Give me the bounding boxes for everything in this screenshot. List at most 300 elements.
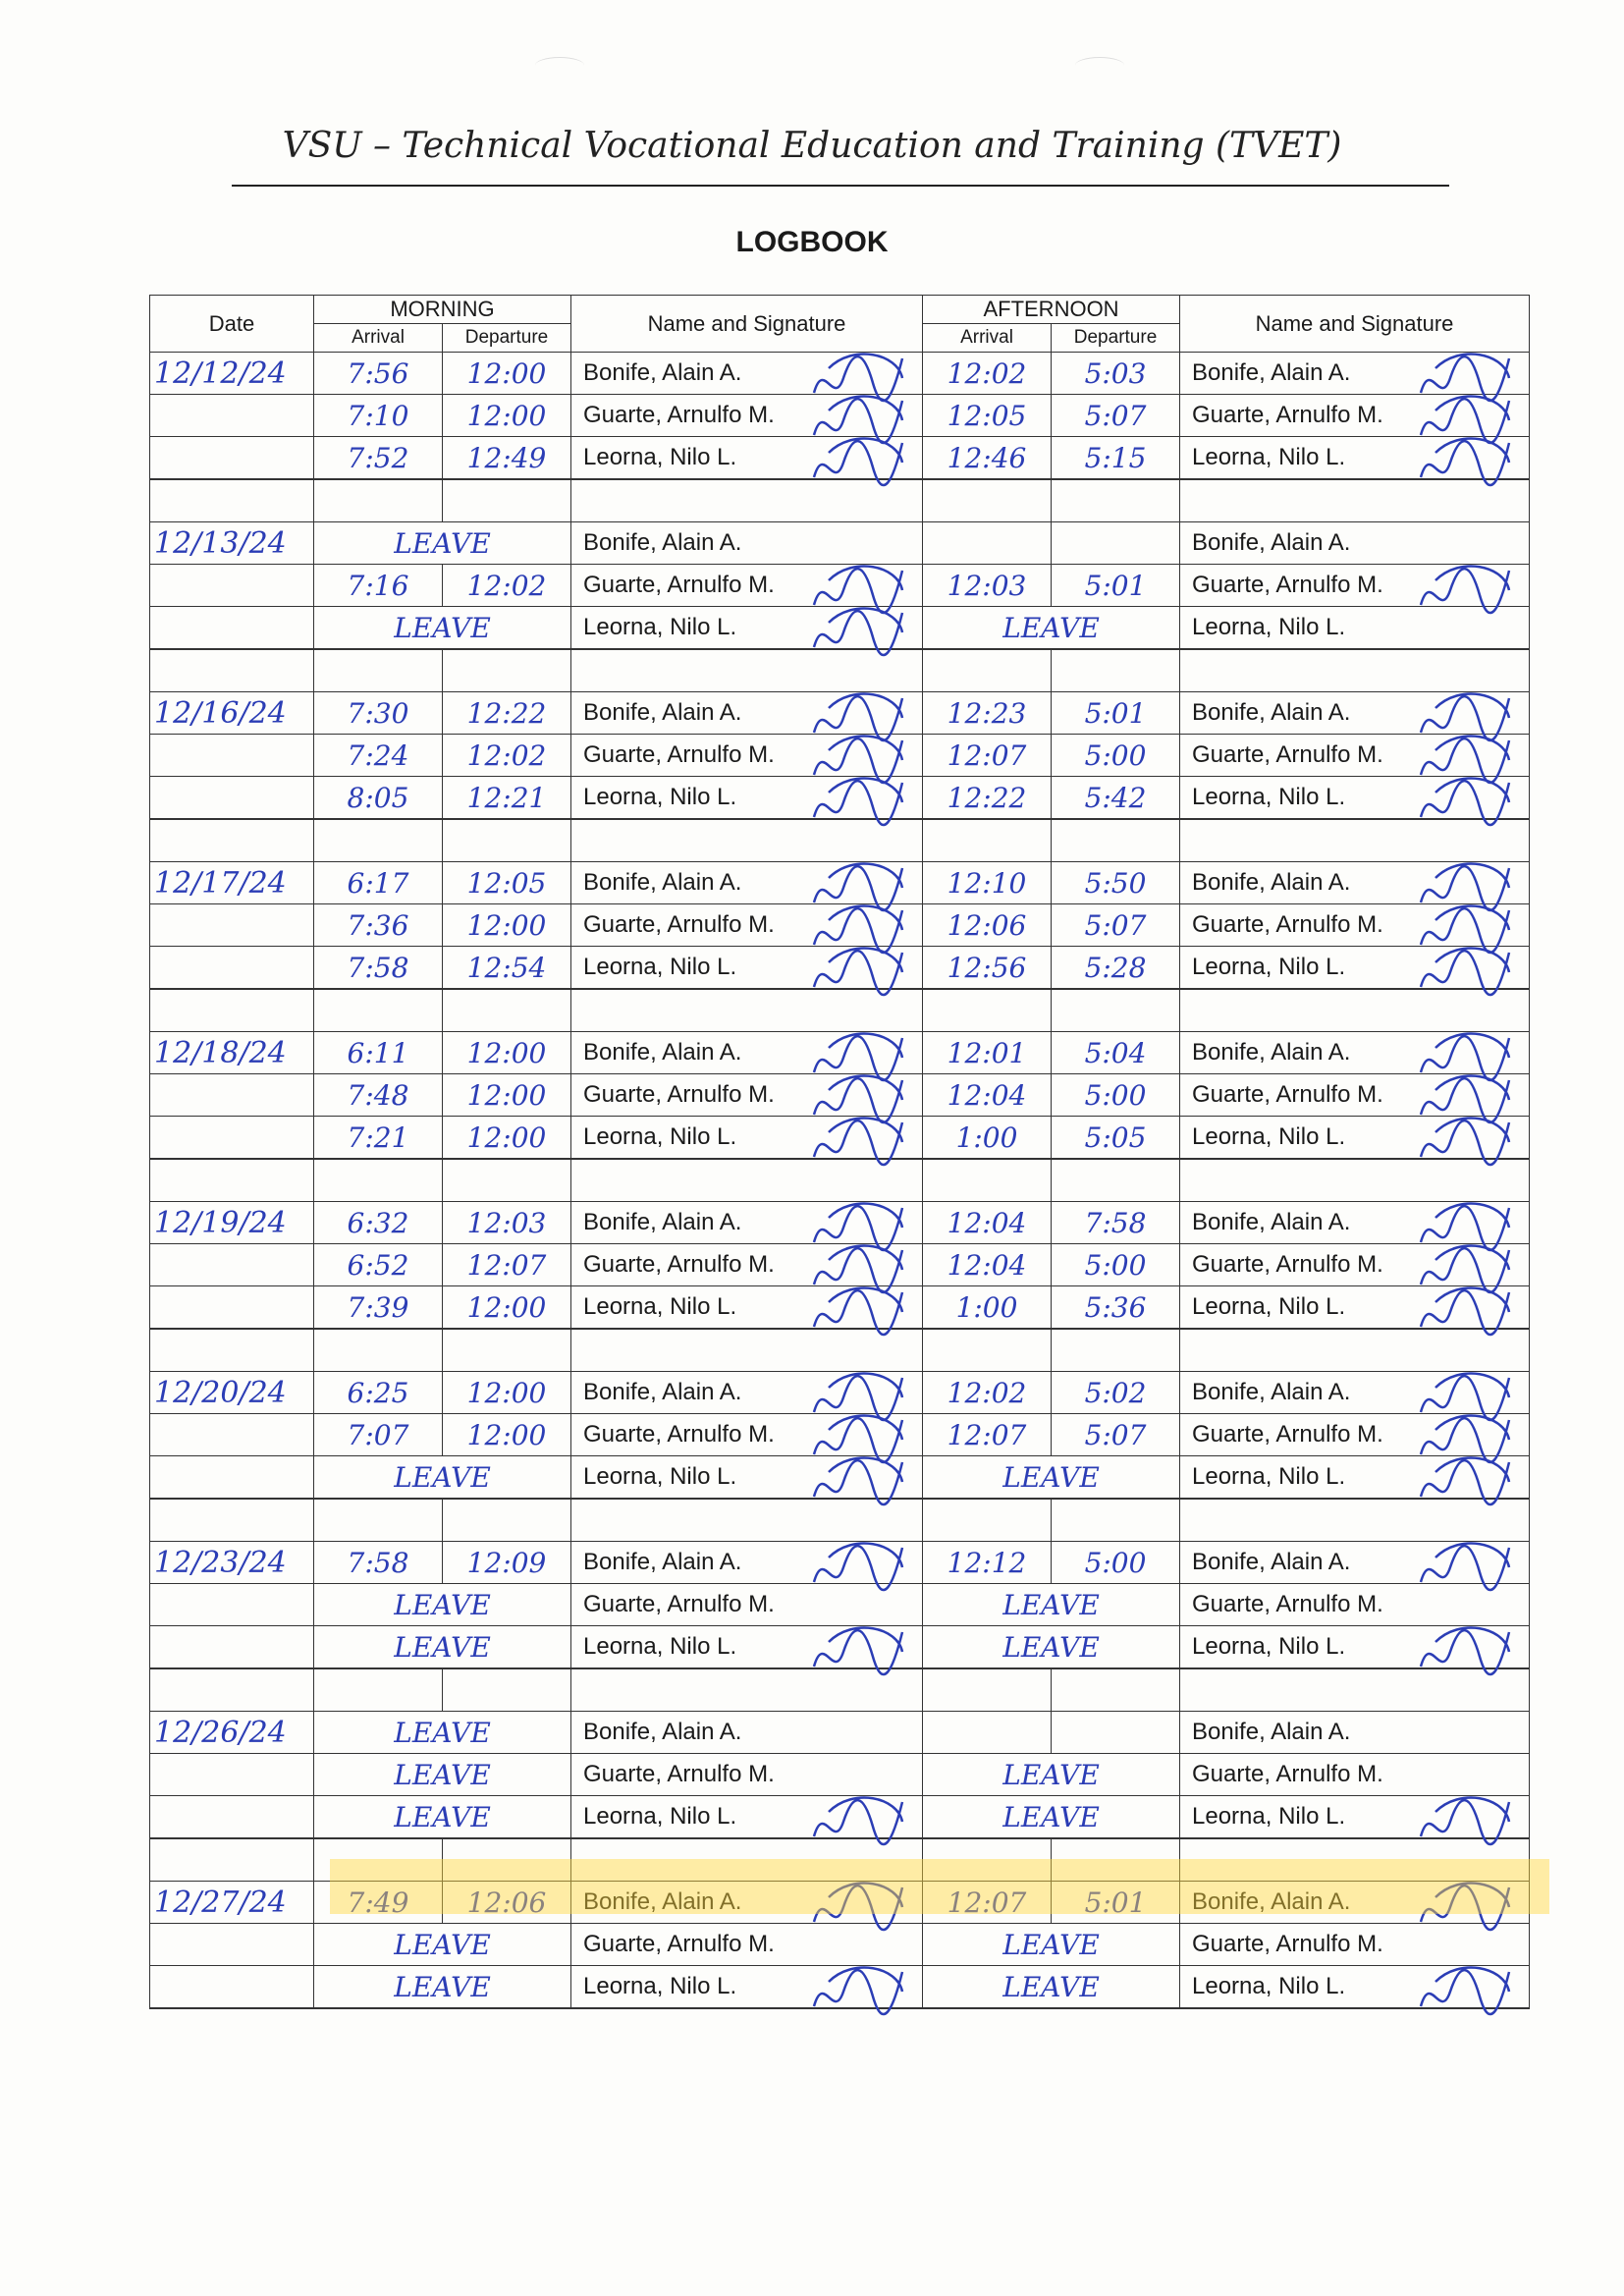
employee-name: Leorna, Nilo L. [1192, 1633, 1346, 1660]
empty-cell [923, 1159, 1052, 1202]
table-row [150, 437, 1530, 480]
am-departure-time: 12:00 [443, 353, 571, 395]
table-row [150, 735, 1530, 777]
empty-cell [923, 649, 1052, 692]
employee-name: Guarte, Arnulfo M. [1192, 1931, 1383, 1957]
am-departure-time: 12:02 [443, 735, 571, 777]
empty-cell [314, 649, 443, 692]
am-departure-time: 12:21 [443, 777, 571, 820]
empty-cell [1180, 1329, 1530, 1372]
date-cell: 12/19/24 [150, 1202, 314, 1244]
spacer-row [150, 1668, 1530, 1712]
pm-departure-time: 5:01 [1052, 692, 1180, 735]
empty-cell [923, 1668, 1052, 1712]
name-am [571, 1117, 923, 1160]
pm-arrival-time: 12:05 [923, 395, 1052, 437]
employee-name: Leorna, Nilo L. [583, 444, 737, 470]
date-cell: 12/12/24 [150, 353, 314, 395]
punch-hole [535, 57, 584, 74]
empty-cell [923, 1838, 1052, 1882]
date-cell: 12/23/24 [150, 1542, 314, 1584]
pm-leave-mark: LEAVE [923, 1754, 1180, 1796]
am-arrival-time: 7:56 [314, 353, 443, 395]
pm-arrival-time [923, 522, 1052, 565]
am-leave-mark: LEAVE [314, 607, 571, 650]
table-row [150, 862, 1530, 904]
table-row [150, 904, 1530, 947]
pm-arrival-time: 12:46 [923, 437, 1052, 480]
header-date: Date [150, 296, 314, 353]
name-pm [1180, 1244, 1530, 1286]
pm-leave-mark: LEAVE [923, 1966, 1180, 2009]
pm-departure-time: 5:36 [1052, 1286, 1180, 1330]
am-departure-time: 12:54 [443, 947, 571, 990]
name-pm [1180, 862, 1530, 904]
empty-cell [923, 819, 1052, 862]
employee-name: Guarte, Arnulfo M. [583, 572, 775, 598]
empty-cell [571, 1668, 923, 1712]
spacer-row [150, 1329, 1530, 1372]
pm-arrival-time: 1:00 [923, 1286, 1052, 1330]
am-departure-time: 12:07 [443, 1244, 571, 1286]
name-pm [1180, 1414, 1530, 1456]
empty-cell [1180, 989, 1530, 1032]
pm-leave-mark: LEAVE [923, 607, 1180, 650]
employee-name: Bonife, Alain A. [1192, 529, 1351, 556]
date-cell: 12/20/24 [150, 1372, 314, 1414]
empty-cell [443, 649, 571, 692]
am-arrival-time: 7:52 [314, 437, 443, 480]
empty-cell [923, 989, 1052, 1032]
employee-name: Bonife, Alain A. [1192, 359, 1351, 386]
date-cell-empty [150, 1754, 314, 1796]
name-pm [1180, 1924, 1530, 1966]
employee-name: Leorna, Nilo L. [583, 954, 737, 980]
am-leave-mark: LEAVE [314, 1754, 571, 1796]
am-departure-time: 12:00 [443, 904, 571, 947]
spacer-row [150, 1159, 1530, 1202]
header-pm-departure: Departure [1052, 324, 1180, 353]
employee-name: Leorna, Nilo L. [583, 1123, 737, 1150]
pm-leave-mark: LEAVE [923, 1456, 1180, 1500]
empty-cell [443, 1838, 571, 1882]
pm-arrival-time: 12:04 [923, 1074, 1052, 1117]
empty-cell [150, 1838, 314, 1882]
am-leave-mark: LEAVE [314, 1966, 571, 2009]
pm-arrival-time: 1:00 [923, 1117, 1052, 1160]
name-pm [1180, 1117, 1530, 1160]
name-pm [1180, 904, 1530, 947]
pm-arrival-time: 12:04 [923, 1202, 1052, 1244]
pm-arrival-time: 12:07 [923, 1414, 1052, 1456]
employee-name: Guarte, Arnulfo M. [583, 402, 775, 428]
am-arrival-time: 6:11 [314, 1032, 443, 1074]
pm-arrival-time: 12:02 [923, 1372, 1052, 1414]
am-arrival-time: 7:21 [314, 1117, 443, 1160]
empty-cell [1052, 479, 1180, 522]
am-arrival-time: 7:48 [314, 1074, 443, 1117]
empty-cell [314, 479, 443, 522]
empty-cell [314, 1159, 443, 1202]
table-row [150, 565, 1530, 607]
table-row [150, 522, 1530, 565]
name-pm [1180, 1372, 1530, 1414]
empty-cell [1052, 989, 1180, 1032]
table-row [150, 1372, 1530, 1414]
name-am [571, 1074, 923, 1117]
am-arrival-time: 6:52 [314, 1244, 443, 1286]
empty-cell [443, 1668, 571, 1712]
table-row [150, 692, 1530, 735]
employee-name: Leorna, Nilo L. [1192, 784, 1346, 810]
pm-departure-time: 5:03 [1052, 353, 1180, 395]
employee-name: Guarte, Arnulfo M. [583, 911, 775, 938]
employee-name: Leorna, Nilo L. [583, 1803, 737, 1830]
name-pm [1180, 1712, 1530, 1754]
pm-departure-time: 5:05 [1052, 1117, 1180, 1160]
am-leave-mark: LEAVE [314, 1712, 571, 1754]
date-cell: 12/18/24 [150, 1032, 314, 1074]
name-am [571, 1626, 923, 1669]
employee-name: Bonife, Alain A. [1192, 1719, 1351, 1745]
empty-cell [1052, 1668, 1180, 1712]
am-departure-time: 12:02 [443, 565, 571, 607]
empty-cell [443, 479, 571, 522]
empty-cell [1052, 1159, 1180, 1202]
name-pm [1180, 777, 1530, 820]
name-pm [1180, 607, 1530, 650]
employee-name: Bonife, Alain A. [583, 1888, 742, 1915]
employee-name: Guarte, Arnulfo M. [583, 1591, 775, 1617]
am-departure-time: 12:09 [443, 1542, 571, 1584]
employee-name: Guarte, Arnulfo M. [583, 1761, 775, 1787]
name-pm [1180, 437, 1530, 480]
table-row [150, 607, 1530, 650]
employee-name: Guarte, Arnulfo M. [1192, 1251, 1383, 1278]
pm-arrival-time: 12:10 [923, 862, 1052, 904]
table-row [150, 1032, 1530, 1074]
pm-departure-time: 5:00 [1052, 1244, 1180, 1286]
pm-arrival-time: 12:01 [923, 1032, 1052, 1074]
employee-name: Guarte, Arnulfo M. [583, 1421, 775, 1448]
empty-cell [314, 989, 443, 1032]
empty-cell [1052, 819, 1180, 862]
am-leave-mark: LEAVE [314, 1584, 571, 1626]
employee-name: Leorna, Nilo L. [583, 614, 737, 640]
name-am [571, 1286, 923, 1330]
name-am [571, 692, 923, 735]
name-am [571, 1754, 923, 1796]
am-leave-mark: LEAVE [314, 1796, 571, 1839]
am-arrival-time: 7:39 [314, 1286, 443, 1330]
name-am [571, 437, 923, 480]
empty-cell [923, 1499, 1052, 1542]
empty-cell [150, 1329, 314, 1372]
employee-name: Leorna, Nilo L. [1192, 1123, 1346, 1150]
pm-arrival-time: 12:06 [923, 904, 1052, 947]
empty-cell [314, 1838, 443, 1882]
empty-cell [443, 1329, 571, 1372]
am-arrival-time: 7:24 [314, 735, 443, 777]
am-departure-time: 12:00 [443, 395, 571, 437]
date-cell: 12/13/24 [150, 522, 314, 565]
empty-cell [1052, 649, 1180, 692]
empty-cell [443, 1159, 571, 1202]
pm-departure-time: 5:00 [1052, 1074, 1180, 1117]
pm-departure-time: 5:07 [1052, 395, 1180, 437]
pm-departure-time [1052, 1712, 1180, 1754]
date-cell-empty [150, 1796, 314, 1839]
am-departure-time: 12:49 [443, 437, 571, 480]
employee-name: Guarte, Arnulfo M. [1192, 1761, 1383, 1787]
name-pm [1180, 1286, 1530, 1330]
date-cell-empty [150, 1074, 314, 1117]
name-am [571, 1372, 923, 1414]
punch-hole [1075, 57, 1124, 74]
spacer-row [150, 649, 1530, 692]
date-cell-empty [150, 437, 314, 480]
empty-cell [150, 989, 314, 1032]
am-arrival-time: 7:16 [314, 565, 443, 607]
date-cell-empty [150, 1966, 314, 2009]
table-row [150, 1202, 1530, 1244]
name-pm [1180, 1456, 1530, 1500]
empty-cell [1180, 479, 1530, 522]
employee-name: Leorna, Nilo L. [1192, 1803, 1346, 1830]
name-am [571, 1244, 923, 1286]
am-arrival-time: 7:07 [314, 1414, 443, 1456]
empty-cell [1180, 1159, 1530, 1202]
name-pm [1180, 1202, 1530, 1244]
am-arrival-time: 7:58 [314, 947, 443, 990]
empty-cell [1052, 1499, 1180, 1542]
name-am [571, 607, 923, 650]
date-cell: 12/16/24 [150, 692, 314, 735]
date-cell-empty [150, 735, 314, 777]
name-pm [1180, 1542, 1530, 1584]
empty-cell [571, 1838, 923, 1882]
spacer-row [150, 1838, 1530, 1882]
spacer-row [150, 819, 1530, 862]
pm-leave-mark: LEAVE [923, 1796, 1180, 1839]
pm-departure-time: 5:01 [1052, 1882, 1180, 1924]
name-pm [1180, 522, 1530, 565]
am-departure-time: 12:00 [443, 1117, 571, 1160]
employee-name: Leorna, Nilo L. [1192, 1973, 1346, 1999]
pm-arrival-time: 12:12 [923, 1542, 1052, 1584]
date-cell-empty [150, 904, 314, 947]
name-pm [1180, 1796, 1530, 1839]
empty-cell [571, 1329, 923, 1372]
empty-cell [923, 1329, 1052, 1372]
date-cell-empty [150, 565, 314, 607]
name-am [571, 1542, 923, 1584]
name-pm [1180, 1626, 1530, 1669]
pm-departure-time: 5:15 [1052, 437, 1180, 480]
employee-name: Guarte, Arnulfo M. [583, 1931, 775, 1957]
table-row [150, 1626, 1530, 1669]
table-row [150, 947, 1530, 990]
am-leave-mark: LEAVE [314, 522, 571, 565]
date-cell: 12/17/24 [150, 862, 314, 904]
name-pm [1180, 1032, 1530, 1074]
table-row [150, 1966, 1530, 2009]
am-departure-time: 12:05 [443, 862, 571, 904]
logbook-table [149, 295, 1530, 2009]
logbook-body [150, 353, 1530, 2009]
name-pm [1180, 1584, 1530, 1626]
pm-departure-time: 5:01 [1052, 565, 1180, 607]
pm-leave-mark: LEAVE [923, 1924, 1180, 1966]
name-pm [1180, 1966, 1530, 2009]
name-am [571, 565, 923, 607]
am-departure-time: 12:22 [443, 692, 571, 735]
employee-name: Leorna, Nilo L. [1192, 1463, 1346, 1490]
empty-cell [1180, 1838, 1530, 1882]
empty-cell [1052, 1838, 1180, 1882]
empty-cell [571, 1159, 923, 1202]
employee-name: Bonife, Alain A. [1192, 1379, 1351, 1405]
spacer-row [150, 479, 1530, 522]
employee-name: Bonife, Alain A. [583, 529, 742, 556]
header-am-arrival: Arrival [314, 324, 443, 353]
employee-name: Bonife, Alain A. [1192, 1039, 1351, 1066]
header-pm-arrival: Arrival [923, 324, 1052, 353]
name-pm [1180, 1754, 1530, 1796]
name-pm [1180, 353, 1530, 395]
employee-name: Bonife, Alain A. [583, 869, 742, 896]
empty-cell [1180, 1668, 1530, 1712]
name-am [571, 777, 923, 820]
header-morning: MORNING [314, 296, 571, 324]
pm-arrival-time: 12:22 [923, 777, 1052, 820]
employee-name: Bonife, Alain A. [1192, 1549, 1351, 1575]
employee-name: Bonife, Alain A. [1192, 1888, 1351, 1915]
empty-cell [1180, 1499, 1530, 1542]
am-arrival-time: 7:36 [314, 904, 443, 947]
spacer-row [150, 1499, 1530, 1542]
am-departure-time: 12:00 [443, 1032, 571, 1074]
empty-cell [150, 819, 314, 862]
table-row [150, 1542, 1530, 1584]
name-pm [1180, 1882, 1530, 1924]
header-am-departure: Departure [443, 324, 571, 353]
name-am [571, 395, 923, 437]
pm-arrival-time: 12:07 [923, 735, 1052, 777]
employee-name: Guarte, Arnulfo M. [1192, 741, 1383, 768]
pm-departure-time [1052, 522, 1180, 565]
empty-cell [150, 1668, 314, 1712]
pm-arrival-time: 12:04 [923, 1244, 1052, 1286]
name-pm [1180, 395, 1530, 437]
table-row [150, 395, 1530, 437]
name-pm [1180, 692, 1530, 735]
name-am [571, 947, 923, 990]
employee-name: Leorna, Nilo L. [1192, 954, 1346, 980]
am-arrival-time: 6:17 [314, 862, 443, 904]
date-cell-empty [150, 1924, 314, 1966]
logbook-heading: LOGBOOK [735, 226, 889, 258]
am-departure-time: 12:03 [443, 1202, 571, 1244]
name-am [571, 1202, 923, 1244]
employee-name: Leorna, Nilo L. [1192, 614, 1346, 640]
name-am [571, 353, 923, 395]
am-leave-mark: LEAVE [314, 1924, 571, 1966]
empty-cell [314, 1668, 443, 1712]
table-row [150, 353, 1530, 395]
name-pm [1180, 735, 1530, 777]
name-pm [1180, 565, 1530, 607]
am-arrival-time: 7:49 [314, 1882, 443, 1924]
am-leave-mark: LEAVE [314, 1626, 571, 1669]
date-cell-empty [150, 1286, 314, 1330]
date-cell-empty [150, 777, 314, 820]
document-title: VSU – Technical Vocational Education and Training (TVET) [282, 126, 1342, 166]
am-departure-time: 12:00 [443, 1414, 571, 1456]
name-am [571, 1966, 923, 2009]
name-am [571, 1456, 923, 1500]
table-row [150, 1712, 1530, 1754]
table-row [150, 1456, 1530, 1500]
employee-name: Leorna, Nilo L. [583, 1633, 737, 1660]
date-cell-empty [150, 1626, 314, 1669]
employee-name: Leorna, Nilo L. [583, 1293, 737, 1320]
employee-name: Bonife, Alain A. [583, 1379, 742, 1405]
employee-name: Bonife, Alain A. [1192, 869, 1351, 896]
empty-cell [1180, 819, 1530, 862]
empty-cell [443, 989, 571, 1032]
am-arrival-time: 8:05 [314, 777, 443, 820]
table-row [150, 1414, 1530, 1456]
empty-cell [314, 1329, 443, 1372]
employee-name: Bonife, Alain A. [583, 1549, 742, 1575]
table-row [150, 1117, 1530, 1160]
table-row [150, 777, 1530, 820]
employee-name: Guarte, Arnulfo M. [583, 1251, 775, 1278]
employee-name: Bonife, Alain A. [583, 1039, 742, 1066]
employee-name: Leorna, Nilo L. [1192, 444, 1346, 470]
employee-name: Guarte, Arnulfo M. [1192, 1591, 1383, 1617]
employee-name: Leorna, Nilo L. [583, 784, 737, 810]
name-am [571, 1414, 923, 1456]
am-arrival-time: 7:58 [314, 1542, 443, 1584]
date-cell-empty [150, 1117, 314, 1160]
pm-departure-time: 5:00 [1052, 1542, 1180, 1584]
empty-cell [923, 479, 1052, 522]
pm-arrival-time: 12:56 [923, 947, 1052, 990]
name-am [571, 1032, 923, 1074]
empty-cell [314, 819, 443, 862]
empty-cell [314, 1499, 443, 1542]
spacer-row [150, 989, 1530, 1032]
table-row [150, 1882, 1530, 1924]
pm-departure-time: 5:00 [1052, 735, 1180, 777]
pm-departure-time: 5:07 [1052, 904, 1180, 947]
header-name-signature-pm: Name and Signature [1180, 296, 1530, 353]
empty-cell [571, 1499, 923, 1542]
table-row [150, 1754, 1530, 1796]
name-am [571, 522, 923, 565]
employee-name: Leorna, Nilo L. [583, 1463, 737, 1490]
name-am [571, 1924, 923, 1966]
employee-name: Guarte, Arnulfo M. [1192, 402, 1383, 428]
employee-name: Guarte, Arnulfo M. [583, 741, 775, 768]
pm-departure-time: 5:28 [1052, 947, 1180, 990]
employee-name: Guarte, Arnulfo M. [1192, 1081, 1383, 1108]
header-name-signature-am: Name and Signature [571, 296, 923, 353]
am-leave-mark: LEAVE [314, 1456, 571, 1500]
employee-name: Guarte, Arnulfo M. [1192, 572, 1383, 598]
